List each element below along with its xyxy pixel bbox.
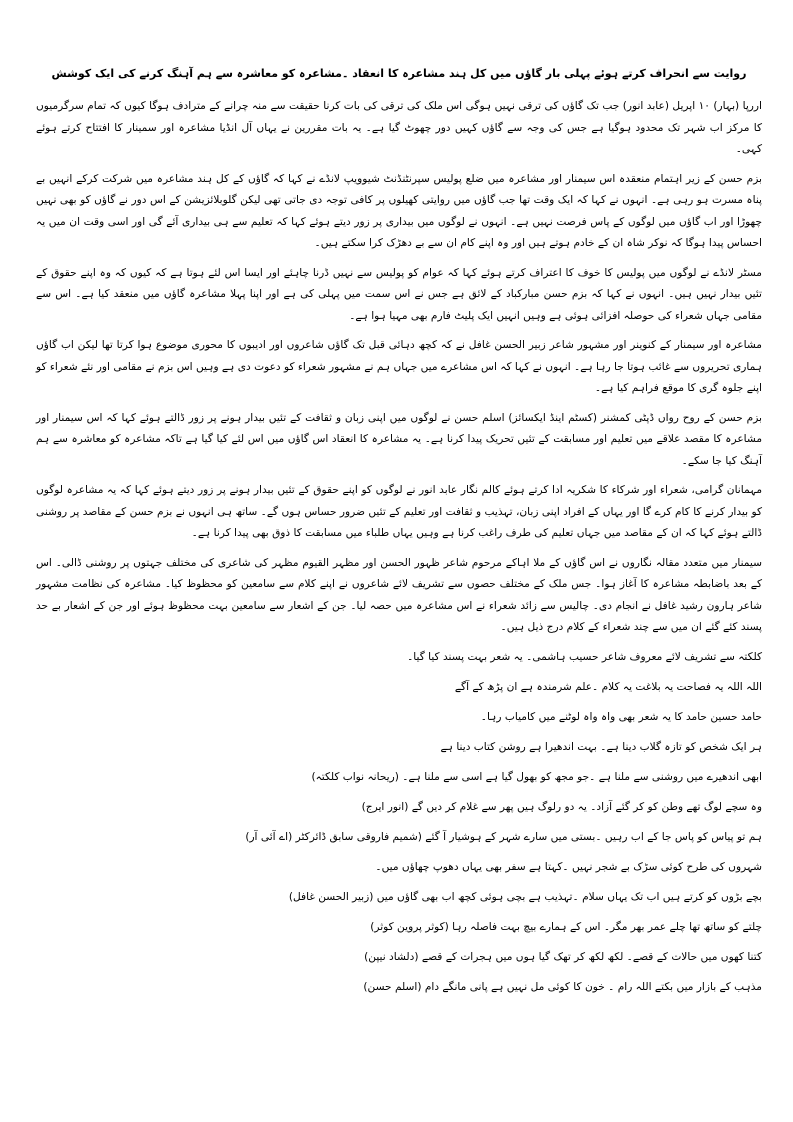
article-title: روایت سے انحراف کرتے ہوئے پہلی بار گاؤں میں کل ہند مشاعرہ کا انعقاد ۔مشاعرہ کو معاشرہ سے ہم آہنگ کرنے کی ایک کوشش [51, 67, 747, 80]
paragraph-vote-of-thanks: مہمانان گرامی، شعراء اور شرکاء کا شکریہ ادا کرتے ہوئے کالم نگار عابد انور نے لوگوں کو اپنے حقوق کے تئیں بیدار ہونے پر زور دیتے ہوئے کہا کہ یہ مشاعرہ لوگوں کو بیدار کرنے کا کام کرے گا اور یہاں کے افراد اپنی زبان، تہذیب و ثقافت اور تعلیم کے تئیں ضرور حساس ہوں گے۔ ساتھ ہی انہوں نے بزم حسن کے مقاصد پر روشنی ڈالتے ہوئے کہا کہ ان کے مقاصد میں جہاں تعلیم کی طرف راغب کرنا ہے وہیں یہاں طلباء میں مسابقت کا ذوق بھی پیدا کرنا ہے۔ [36, 484, 762, 539]
verse-line: بچے بڑوں کو کرتے ہیں اب تک یہاں سلام ۔تہذیب ہے بچی ہوئی کچھ اب بھی گاؤں میں (زبیر الحسن غافل) [288, 890, 762, 903]
paragraph-aslam-hasan: بزم حسن کے روح رواں ڈپٹی کمشنر (کسٹم اینڈ ایکسائز) اسلم حسن نے لوگوں میں اپنی زبان و ثقافت کے تئیں بیدار ہونے پر زور ڈالتے ہوئے کہا کہ اس سیمنار اور مشاعرہ کا مقصد علاقے میں تعلیم اور مسابقت کے تئیں تحریک پیدا کرنا ہے۔ یہ مشاعرہ کا انعقاد اس گاؤں میں اس لئے کیا گیا ہے تاکہ مشاعرہ کو معاشرہ سے ہم آہنگ کیا جا سکے۔ [36, 411, 762, 467]
verse-line: شہروں کی طرح کوئی سڑک بے شجر نہیں ۔کہتا ہے سفر بھی یہاں دھوپ چھاؤں میں۔ [375, 860, 762, 873]
verse-line: ہم تو پیاس کو پاس جا کے اب رہیں ۔بستی میں سارے شہر کے ہوشیار آ گئے (شمیم فاروقی سابق ڈائرکٹر (اے آئی آر) [245, 830, 762, 843]
paragraph-police-fear: مسٹر لانڈے نے لوگوں میں پولیس کا خوف کا اعتراف کرتے ہوئے کہا کہ عوام کو پولیس سے نہیں ڈرنا چاہئے اور ایسا اس لئے ہوتا ہے کہ کیوں کہ وہ اپنے حقوق کے تئیں بیدار نہیں ہیں۔ انہوں نے کہا کہ بزم حسن مبارکباد کے لائق ہے جس نے اس سمت میں پہلی کی ہے اور اپنا پہلا مشاعرہ گاؤں میں منعقد کیا ہے۔ اس سے مقامی جہاں شعراء کی حوصلہ افزائی ہوئی ہے وہیں انہیں ایک پلیٹ فارم بھی مہیا ہوا ہے۔ [36, 266, 762, 322]
verse-line: وہ سچے لوگ تھے وطن کو کر گئے آزاد۔ یہ دو رلوگ ہیں پھر سے غلام کر دیں گے (انور ایرج) [361, 800, 762, 813]
verse-line: ہر ایک شخص کو تازہ گلاب دینا ہے۔ بہت اندھیرا ہے روشن کتاب دینا ہے [440, 740, 762, 753]
paragraph-seminar: سیمنار میں متعدد مقالہ نگاروں نے اس گاؤں کے ملا اہاکے مرحوم شاعر ظہور الحسن اور مظہر القیوم مظہر کی شاعری کی مختلف جہتوں پر روشنی ڈالی۔ اس کے بعد باضابطہ مشاعرہ کا آغاز ہوا۔ جس ملک کے مختلف حصوں سے تشریف لائے شاعروں نے اپنے کلام سے سامعین کو محظوظ کیا۔ مشاعرہ کی نظامت مشہور شاعر ہارون رشید غافل نے انجام دی۔ چالیس سے زائد شعراء نے اس مشاعرہ میں حصہ لیا۔ جن کے اشعار سے سامعین بہت محظوظ ہوئے اور جن کے اشعار بے حد پسند کئے گئے ان میں سے چند شعراء کے کلام درج ذیل ہیں۔ [36, 556, 762, 633]
verse-line: اللہ اللہ یہ فصاحت یہ بلاغت یہ کلام ۔علم شرمندہ ہے ان پڑھ کے آگے [454, 680, 762, 693]
verse-line: کتنا کھوں میں حالات کے قصے۔ لکھ لکھ کر تھک گیا ہوں میں ہجرات کے قصے (دلشاد نیپن) [364, 950, 762, 963]
verse-line: چلتے کو ساتھ تھا چلے عمر بھر مگر۔ اس کے ہمارے بیچ بہت فاصلہ رہا (کوثر پروین کوثر) [370, 920, 762, 933]
verse-line: کلکتہ سے تشریف لائے معروف شاعر حسیب ہاشمی۔ یہ شعر بہت پسند کیا گیا۔ [407, 650, 762, 663]
article-page [36, 60, 762, 1007]
verse-line: حامد حسین حامد کا یہ شعر بھی واہ واہ لوٹنے میں کامیاب رہا۔ [480, 710, 762, 723]
paragraph-convener: مشاعرہ اور سیمنار کے کنوینر اور مشہور شاعر زبیر الحسن غافل نے کہ کچھ دہائی قبل تک گاؤں شاعروں اور ادیبوں کا محوری موضوع ہوا کرتا تھا لیکن اب گاؤں ہماری تحریروں سے غائب ہوتا جا رہا ہے۔ انہوں نے کہا کہ اس مشاعرے میں جہاں ہم نے مشہور شعراء کو دعوت دی ہے وہیں اس بزم نے مقامی اور نئے شعراء کو اپنے جلوہ گری کا موقع فراہم کیا ہے۔ [36, 339, 762, 394]
verses-list [36, 647, 762, 997]
paragraph-intro: اررپا (بہار) ۱۰ اپریل (عابد انور) جب تک گاؤں کی ترقی نہیں ہوگی اس ملک کی ترقی کی بات کرنا حقیقت سے منہ چرانے کے مترادف ہوگا کیوں کہ تمام سرگرمیوں کا مرکز اب شہر تک محدود ہوگیا ہے جس کی وجہ سے گاؤں کہیں دور چھوٹ گیا ہے۔ یہ بات مقررین نے یہاں آل انڈیا مشاعرہ اور سمینار کا افتتاح کرتے ہوئے کہی۔ [36, 100, 762, 155]
paragraph-sp-speech: بزم حسن کے زیر اہتمام منعقدہ اس سیمنار اور مشاعرہ میں ضلع پولیس سپرنٹنڈنٹ شیوویپ لانڈے نے کہا کہ گاؤں کے کل ہند مشاعرہ میں شرکت کرکے انہیں بے پناہ مسرت ہو رہی ہے۔ انہوں نے کہا کہ ایک وقت تھا جب گاؤں میں روایتی کھیلوں پر کافی توجہ دی جاتی تھی لیکن گلوبلائزیشن کے اس دور نے گاؤں کو بھی نہیں چھوڑا اور اب گاؤں میں لوگوں کے پاس فرصت نہیں ہے۔ انہوں نے لوگوں میں بیداری پر زور دیتے ہوئے کہا کہ تعلیم سے ہی بیداری آئے گی اور اسی وقت ان میں یہ احساس پیدا ہوگا کہ نوکر شاہ ان کے خادم ہوتے ہیں اور وہ اپنے کام ان سے بے دھڑک کرا سکتے ہیں۔ [36, 172, 762, 249]
verse-line: ابھی اندھیرے میں روشنی سے ملنا ہے ۔جو مجھ کو بھول گیا ہے اسی سے ملنا ہے۔ (ریحانہ نواب کلکتہ) [311, 770, 762, 783]
verse-line: مذہب کے بازار میں بکتے اللہ رام ۔ خون کا کوئی مل نہیں ہے پانی مانگے دام (اسلم حسن) [363, 980, 762, 993]
